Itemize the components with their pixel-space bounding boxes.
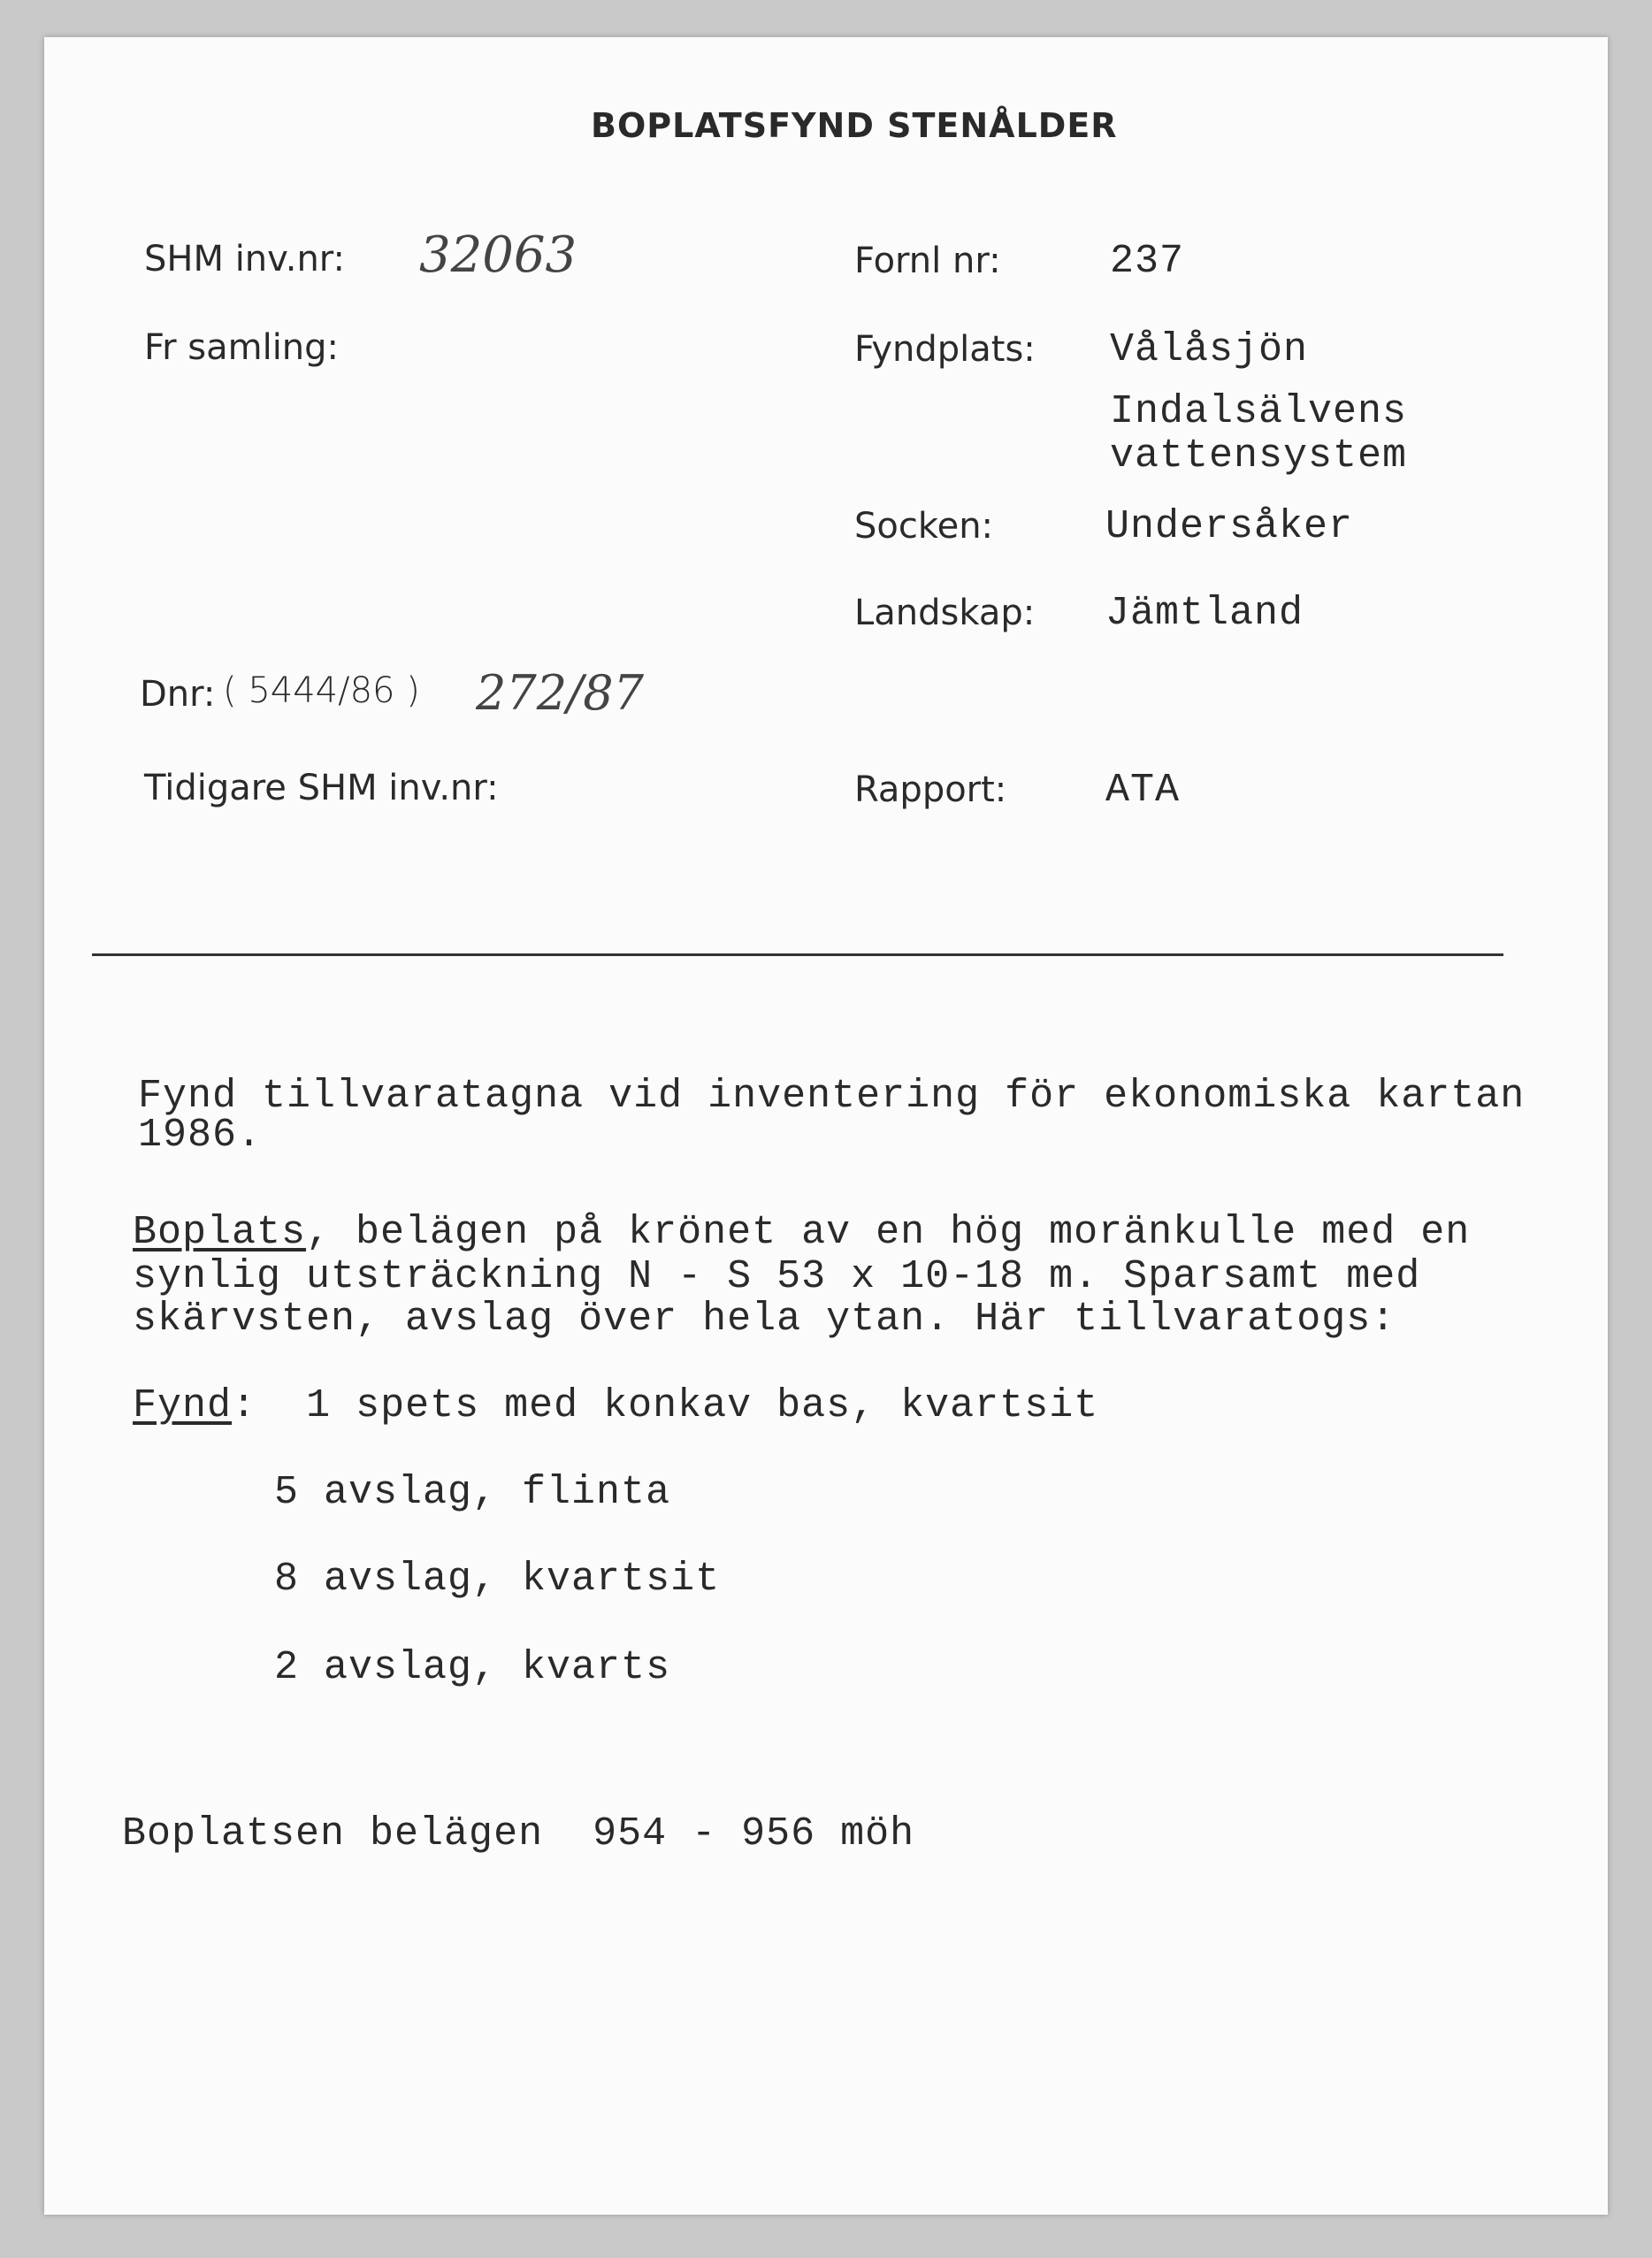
- divider: [92, 953, 1503, 956]
- shm-label: SHM inv.nr:: [144, 239, 346, 279]
- socken-value: Undersåker: [1105, 504, 1354, 549]
- dnr-value-printed: ( 5444/86 ): [223, 670, 420, 711]
- fynd-item: 2 avslag, kvarts: [274, 1645, 671, 1690]
- fynd-item: 8 avslag, kvartsit: [274, 1557, 721, 1602]
- card-title: BOPLATSFYND STENÅLDER: [591, 106, 1118, 145]
- shm-value: 32063: [419, 226, 577, 284]
- fr-samling-label: Fr samling:: [144, 327, 340, 368]
- landskap-value: Jämtland: [1105, 591, 1304, 636]
- paragraph-2-line-3: skärvsten, avslag över hela ytan. Här tillvaratogs:: [133, 1297, 1396, 1342]
- fynd-item: 1 spets med konkav bas, kvartsit: [306, 1383, 1099, 1428]
- fornl-value: 237: [1110, 239, 1185, 284]
- dnr-label: Dnr:: [140, 674, 216, 715]
- boplats-heading: Boplats: [133, 1210, 307, 1255]
- fynd-heading: Fynd: [133, 1383, 233, 1428]
- fynd-item: 5 avslag, flinta: [274, 1470, 671, 1515]
- fyndplats-value-3: vattensystem: [1110, 433, 1408, 478]
- fyndplats-value-1: Vålåsjön: [1110, 327, 1309, 372]
- tidigare-label: Tidigare SHM inv.nr:: [144, 768, 499, 808]
- paragraph-1-line-2: 1986.: [138, 1113, 263, 1158]
- landskap-label: Landskap:: [854, 593, 1036, 633]
- paragraph-2-line-2: synlig utsträckning N - S 53 x 10-18 m. Sparsamt med: [133, 1254, 1421, 1299]
- elevation-line: Boplatsen belägen 954 - 956 möh: [122, 1811, 915, 1856]
- paragraph-1-line-1: Fynd tillvaratagna vid inventering för ekonomiska kartan: [138, 1074, 1526, 1119]
- fyndplats-value-2: Indalsälvens: [1110, 389, 1408, 434]
- paragraph-2-line-1: [133, 1210, 1470, 1255]
- dnr-value-handwritten: 272/87: [476, 665, 644, 721]
- fornl-label: Fornl nr:: [854, 241, 1001, 281]
- paragraph-2-line-1-text: , belägen på krönet av en hög moränkulle med en: [306, 1210, 1471, 1255]
- rapport-label: Rapport:: [854, 769, 1007, 810]
- fynd-line: [133, 1383, 1098, 1428]
- rapport-value: ATA: [1105, 768, 1181, 813]
- fynd-colon: :: [232, 1383, 257, 1428]
- fyndplats-label: Fyndplats:: [854, 329, 1036, 370]
- socken-label: Socken:: [854, 506, 994, 547]
